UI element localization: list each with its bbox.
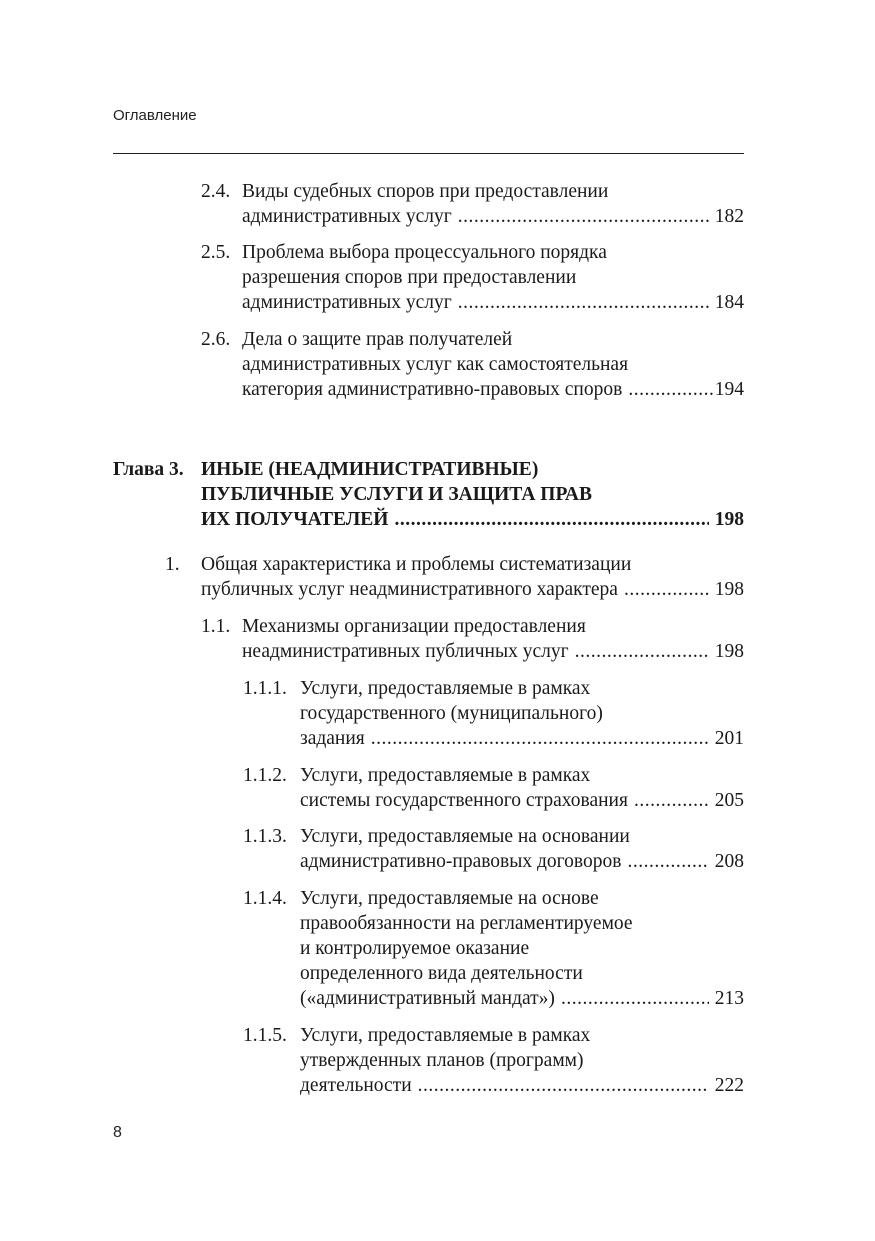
toc-page-number: 222 <box>714 1075 744 1096</box>
toc-entry-number: 1.1. <box>201 616 231 637</box>
chapter-title-line: ИХ ПОЛУЧАТЕЛЕЙ <box>201 509 389 530</box>
toc-entry-line: («административный мандат») <box>300 988 555 1009</box>
toc-entry-line: разрешения споров при предоставлении <box>242 267 577 288</box>
dot-leader <box>575 639 709 664</box>
toc-page-number: 198 <box>714 579 744 600</box>
dot-leader <box>371 726 709 751</box>
toc-entry-line: административных услуг как самостоятельная <box>242 354 629 375</box>
dot-leader <box>394 507 708 532</box>
toc-page-number: 194 <box>714 379 744 400</box>
toc-page-number: 201 <box>714 728 744 749</box>
toc-entry-line: административно-правовых договоров <box>300 851 622 872</box>
toc-entry-line: системы государственного страхования <box>300 790 628 811</box>
toc-entry-line: правообязанности на регламентируемое <box>300 913 633 934</box>
toc-page-number: 208 <box>714 851 744 872</box>
dot-leader <box>634 788 709 813</box>
toc-entry-line: Услуги, предоставляемые в рамках <box>300 1025 591 1046</box>
toc-entry-number: 1.1.1. <box>243 678 287 699</box>
toc-entry-number: 2.6. <box>201 329 231 350</box>
toc-page-number: 198 <box>714 509 744 530</box>
toc-entry-line: неадминистративных публичных услуг <box>242 641 569 662</box>
toc-entry-line: и контролируемое оказание <box>300 938 530 959</box>
toc-entry-line: Дела о защите прав получателей <box>242 329 513 350</box>
toc-entry-line: утвержденных планов (программ) <box>300 1050 584 1071</box>
toc-page-number: 182 <box>714 206 744 227</box>
toc-page-number: 198 <box>714 641 744 662</box>
toc-entry-number: 1.1.3. <box>243 826 287 847</box>
dot-leader <box>418 1073 709 1098</box>
dot-leader <box>561 986 709 1011</box>
toc-entry-number: 2.4. <box>201 181 231 202</box>
toc-entry-line: административных услуг <box>242 206 452 227</box>
toc-entry-line: Проблема выбора процессуального порядка <box>242 242 607 263</box>
toc-entry-number: 1.1.5. <box>243 1025 287 1046</box>
toc-entry-line: деятельности <box>300 1075 412 1096</box>
toc-entry-line: Услуги, предоставляемые на основе <box>300 888 599 909</box>
toc-page-number: 205 <box>714 790 744 811</box>
toc-entry-line: Услуги, предоставляемые в рамках <box>300 678 591 699</box>
dot-leader <box>627 849 708 874</box>
dot-leader <box>458 204 709 229</box>
dot-leader <box>624 577 709 602</box>
toc-entry-line: публичных услуг неадминистративного характера <box>201 579 618 600</box>
chapter-title-line: ИНЫЕ (НЕАДМИНИСТРАТИВНЫЕ) <box>201 459 539 480</box>
chapter-number: Глава 3. <box>113 459 184 480</box>
toc-entry-line: Виды судебных споров при предоставлении <box>242 181 609 202</box>
running-head-title: Оглавление <box>113 107 197 124</box>
toc-entry-line: категория административно-правовых споров <box>242 379 623 400</box>
toc-entry-line: административных услуг <box>242 292 452 313</box>
toc-entry-line: Общая характеристика и проблемы систематизации <box>201 554 632 575</box>
toc-entry-line: государственного (муниципального) <box>300 703 603 724</box>
toc-entry-number: 1.1.2. <box>243 765 287 786</box>
toc-entry-number: 2.5. <box>201 242 231 263</box>
toc-entry-line: определенного вида деятельности <box>300 963 583 984</box>
toc-entry-line: задания <box>300 728 365 749</box>
toc-page-number: 213 <box>714 988 744 1009</box>
toc-entry-line: Механизмы организации предоставления <box>242 616 586 637</box>
chapter-title-line: ПУБЛИЧНЫЕ УСЛУГИ И ЗАЩИТА ПРАВ <box>201 484 592 505</box>
toc-entry-number: 1. <box>165 554 180 575</box>
toc-entry-number: 1.1.4. <box>243 888 287 909</box>
dot-leader <box>458 290 709 315</box>
page-number: 8 <box>113 1124 122 1141</box>
header-rule <box>113 153 744 154</box>
dot-leader <box>628 377 712 402</box>
toc-entry-line: Услуги, предоставляемые в рамках <box>300 765 591 786</box>
toc-page-number: 184 <box>714 292 744 313</box>
toc-entry-line: Услуги, предоставляемые на основании <box>300 826 630 847</box>
